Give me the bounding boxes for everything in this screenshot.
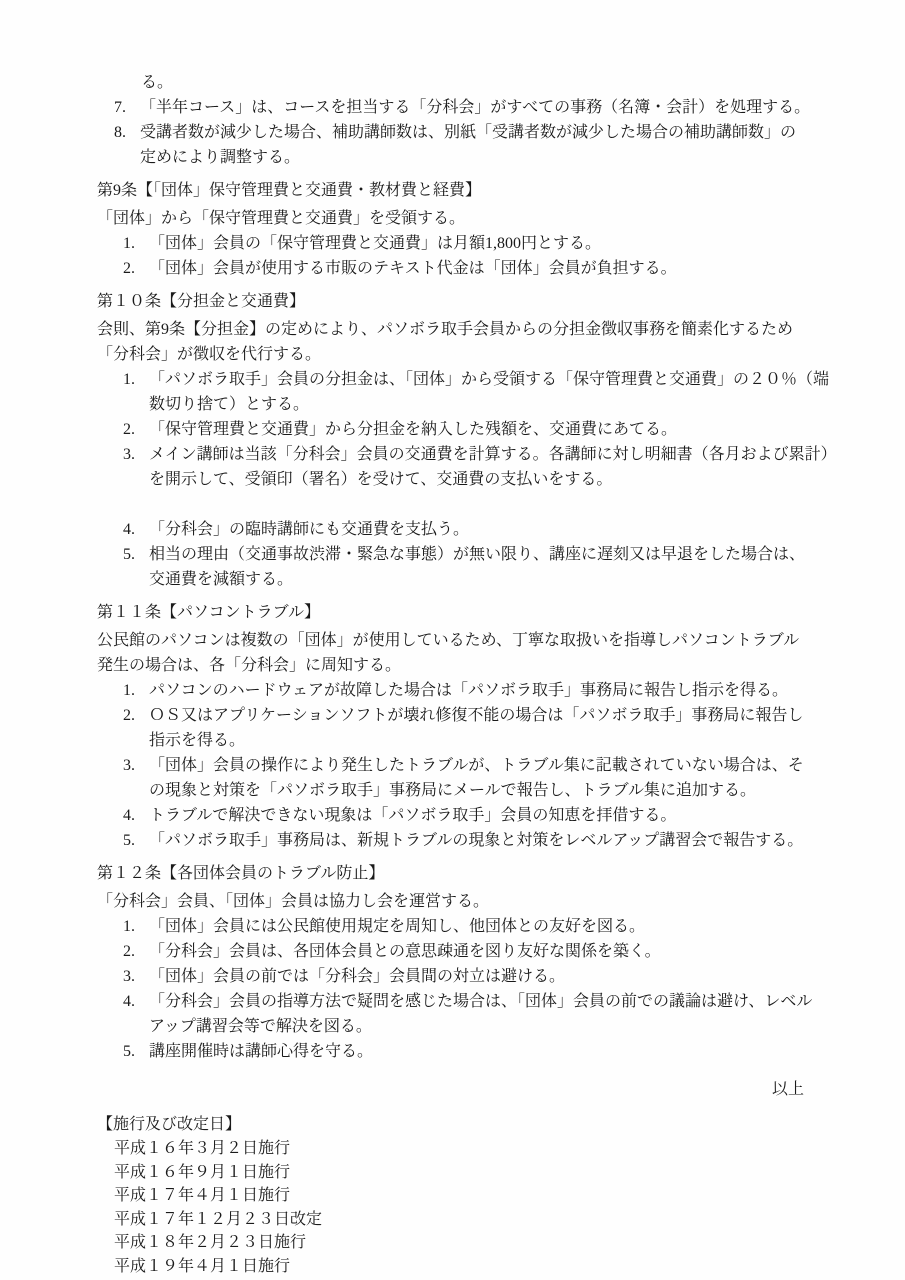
item-body: [149, 678, 810, 703]
item-number: 7.: [114, 99, 126, 116]
list-item: [123, 753, 810, 803]
item-body: [140, 120, 810, 170]
item-body: [149, 914, 810, 939]
item-line: 指示を得る。: [149, 732, 246, 749]
item-line: メイン講師は当該「分科会」会員の交通費を計算する。各講師に対し明細書（各月および累計）: [149, 446, 837, 463]
item-number: 3.: [123, 968, 135, 985]
section-body-line: 発生の場合は、各「分科会」に周知する。: [97, 657, 402, 674]
revision-date: 平成１７年４月１日施行: [114, 1187, 291, 1204]
item-number: 1.: [123, 371, 135, 388]
section-article-9: [97, 178, 810, 281]
item-line: 交通費を減額する。: [149, 571, 294, 588]
section-article-10: [97, 289, 837, 592]
section-list: [97, 231, 810, 281]
closing-text: 以上: [771, 1081, 804, 1098]
list-item: [123, 542, 810, 592]
item-number: 4.: [123, 807, 135, 824]
item-line: 数切り捨て）とする。: [149, 396, 310, 413]
section-body-line: 「分科会」会員、「団体」会員は協力し会を運営する。: [97, 893, 490, 910]
item-line: 「団体」会員には公民館使用規定を周知し、他団体との友好を図る。: [149, 918, 646, 935]
item-line: 「団体」会員の「保守管理費と交通費」は月額1,800円とする。: [149, 235, 602, 252]
item-number: 5.: [123, 1043, 135, 1060]
list-item: [123, 231, 810, 256]
revision-date: 平成１８年２月２３日施行: [114, 1234, 307, 1251]
item-line: アップ講習会等で解決を図る。: [149, 1018, 372, 1035]
section-article-12: [97, 861, 813, 1064]
item-line: を開示して、受領印（署名）を受けて、交通費の支払いをする。: [149, 471, 613, 488]
item-body: [149, 964, 810, 989]
item-body: [149, 1039, 810, 1064]
section-heading: 第9条【「団体」保守管理費と交通費・教材費と経費】: [97, 182, 482, 199]
section-heading: 第１２条【各団体会員のトラブル防止】: [97, 865, 385, 882]
item-body: [149, 542, 810, 592]
item-number: 2.: [123, 707, 135, 724]
item-number: 5.: [123, 546, 135, 563]
item-line: パソコンのハードウェアが故障した場合は「パソボラ取手」事務局に報告し指示を得る。: [149, 682, 789, 699]
item-body: [149, 442, 837, 492]
section-article-11: [97, 600, 810, 853]
list-item: [123, 939, 810, 964]
item-line: 「団体」会員の前では「分科会」会員間の対立は避ける。: [149, 968, 566, 985]
section-list: [97, 914, 813, 1064]
section-body-line: 公民館のパソコンは複数の「団体」が使用しているため、丁寧な取扱いを指導しパソコントラブル: [97, 632, 800, 649]
section-list: [97, 678, 810, 853]
list-item: [123, 803, 810, 828]
sections-container: [97, 178, 837, 1064]
item-line: 「団体」会員の操作により発生したトラブルが、トラブル集に記載されていない場合は、そ: [149, 757, 804, 774]
item-number: 1.: [123, 682, 135, 699]
item-line: 「団体」会員が使用する市販のテキスト代金は「団体」会員が負担する。: [149, 260, 677, 277]
item-number: 4.: [123, 993, 135, 1010]
revision-dates: [97, 1137, 810, 1278]
list-item: [123, 417, 810, 442]
list-item: [123, 367, 830, 417]
section-heading: 第１０条【分担金と交通費】: [97, 293, 306, 310]
list-item: [123, 442, 837, 492]
item-body: [149, 828, 810, 853]
item-number: 1.: [123, 918, 135, 935]
revision-date: 平成１９年４月１日施行: [114, 1257, 291, 1275]
item-number: 1.: [123, 235, 135, 252]
list-item: [123, 703, 810, 753]
item-line: 受講者数が減少した場合、補助講師数は、別紙「受講者数が減少した場合の補助講師数」の: [140, 124, 797, 141]
revision-date: 平成１７年１２月２３日改定: [114, 1210, 323, 1228]
item-line: 相当の理由（交通事故渋滞・緊急な事態）が無い限り、講座に遅刻又は早退をした場合は、: [149, 546, 806, 563]
revision-date: 平成１６年９月１日施行: [114, 1163, 291, 1181]
item-line: ＯＳ又はアプリケーションソフトが壊れ修復不能の場合は「パソボラ取手」事務局に報告し: [149, 707, 804, 724]
list-item: [123, 517, 810, 542]
item-line: 定めにより調整する。: [140, 149, 301, 166]
item-line: の現象と対策を「パソボラ取手」事務局にメールで報告し、トラブル集に追加する。: [149, 782, 757, 799]
item-body: [149, 753, 810, 803]
section-list: [97, 367, 837, 592]
list-item: [114, 120, 810, 170]
list-item: [114, 95, 810, 120]
item-line: トラブルで解決できない現象は「パソボラ取手」会員の知恵を拝借する。: [149, 807, 677, 824]
item-number: 8.: [114, 124, 126, 141]
item-number: 3.: [123, 446, 135, 463]
item-number: 2.: [123, 260, 135, 277]
item-line: 「分科会」会員は、各団体会員との意思疎通を図り友好な関係を築く。: [149, 943, 661, 960]
item-line: 「パソボラ取手」会員の分担金は、「団体」から受領する「保守管理費と交通費」の２０％（端: [149, 371, 830, 388]
section-body-line: 「団体」から「保守管理費と交通費」を受領する。: [97, 210, 466, 227]
item-body: [149, 989, 812, 1039]
item-line: 「分科会」会員の指導方法で疑問を感じた場合は、「団体」会員の前での議論は避け、レベル: [149, 993, 813, 1010]
item-body: [149, 517, 810, 542]
item-body: [149, 803, 810, 828]
item-number: 2.: [123, 421, 135, 438]
item-line: 講座開催時は講師心得を守る。: [149, 1043, 374, 1060]
item-line: 「パソボラ取手」事務局は、新規トラブルの現象と対策をレベルアップ講習会で報告する。: [149, 832, 804, 849]
item-line: 「半年コース」は、コースを担当する「分科会」がすべての事務（名簿・会計）を処理する。: [140, 99, 811, 116]
section-heading: 第１１条【パソコントラブル】: [97, 604, 321, 621]
continuation-line: る。: [141, 74, 174, 91]
item-number: 5.: [123, 832, 135, 849]
item-body: [149, 417, 810, 442]
list-item: [123, 1039, 810, 1064]
item-body: [149, 231, 810, 256]
revision-title: 【施行及び改定日】: [97, 1116, 242, 1133]
item-body: [149, 256, 810, 281]
list-item: [123, 256, 810, 281]
leading-list: [97, 95, 810, 170]
item-number: 2.: [123, 943, 135, 960]
item-body: [140, 95, 810, 120]
section-body-line: 会則、第9条【分担金】の定めにより、パソボラ取手会員からの分担金徴収事務を簡素化するため: [97, 321, 794, 338]
section-body-line: 「分科会」が徴収を代行する。: [97, 346, 322, 363]
item-number: 4.: [123, 521, 135, 538]
list-item: [123, 964, 810, 989]
list-item: [123, 828, 810, 853]
revision-date: 平成１６年３月２日施行: [114, 1140, 291, 1157]
item-line: 「分科会」の臨時講師にも交通費を支払う。: [149, 521, 470, 538]
item-line: 「保守管理費と交通費」から分担金を納入した残額を、交通費にあてる。: [149, 421, 678, 438]
list-item: [123, 989, 813, 1039]
list-item: [123, 678, 810, 703]
item-body: [149, 367, 829, 417]
item-number: 3.: [123, 757, 135, 774]
list-item: [123, 914, 810, 939]
item-body: [149, 939, 810, 964]
item-body: [149, 703, 810, 753]
